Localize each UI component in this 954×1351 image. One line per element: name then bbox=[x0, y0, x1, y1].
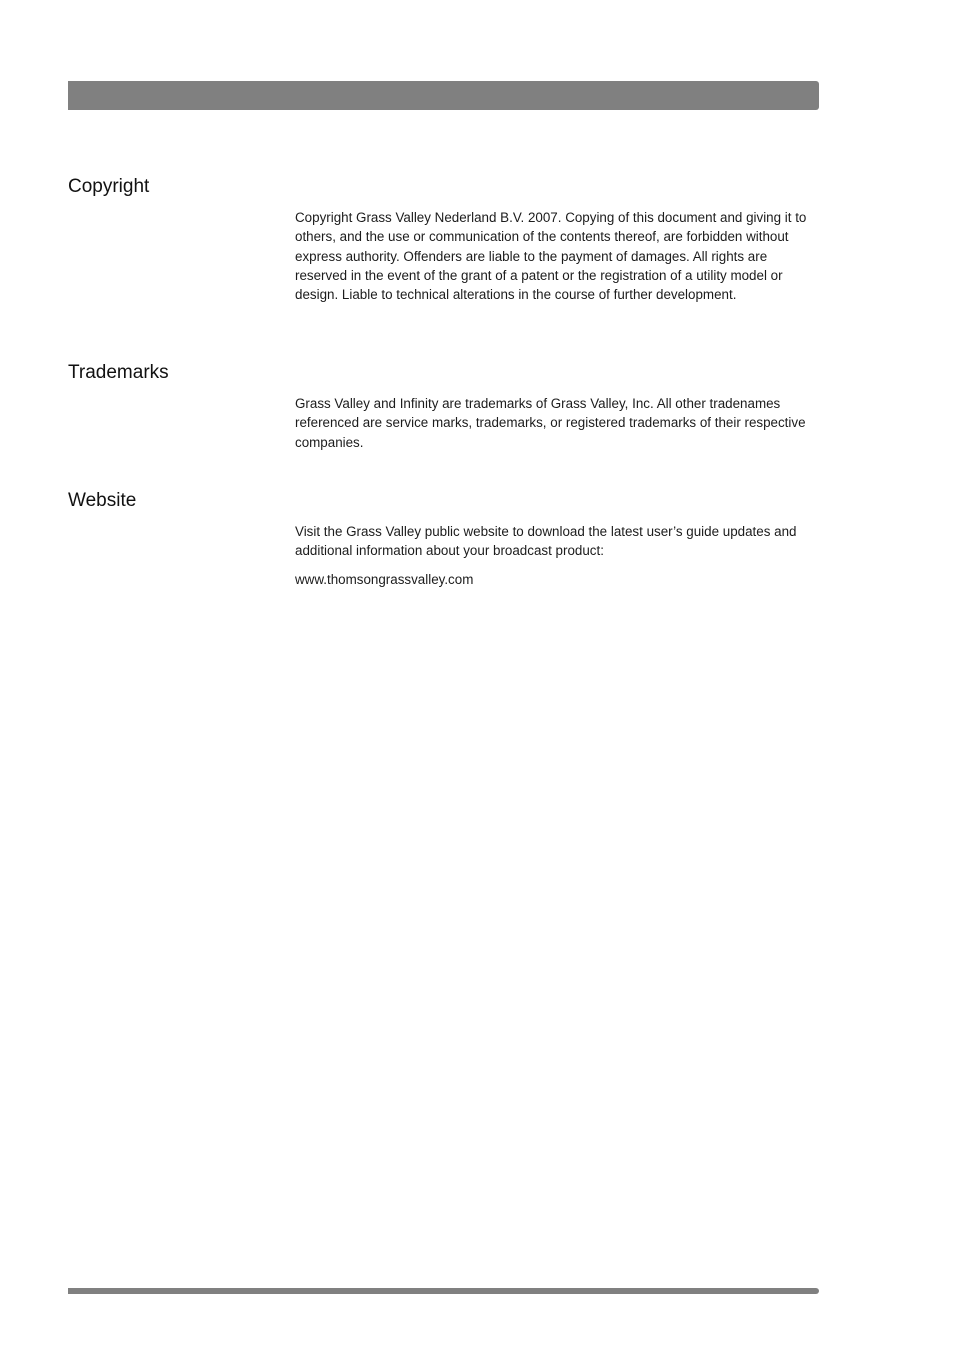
trademarks-heading: Trademarks bbox=[68, 362, 169, 383]
trademarks-section bbox=[295, 394, 819, 452]
header-bar bbox=[68, 81, 819, 110]
website-url: www.thomsongrassvalley.com bbox=[295, 571, 474, 587]
trademarks-text: Grass Valley and Infinity are trademarks of Grass Valley, Inc. All other tradenames referenced are service marks, trademarks, or registered trademarks of their respective companies. bbox=[295, 396, 806, 450]
copyright-heading: Copyright bbox=[68, 176, 150, 197]
footer-bar bbox=[68, 1288, 819, 1294]
copyright-text: Copyright Grass Valley Nederland B.V. 2007. Copying of this document and giving it to others, and the use or communication of the contents thereof, are forbidden without express authority. Offenders are liable to the payment of damages. All rights are reserved in the event of the grant of a patent or the registration of a utility model or design. Liable to technical alterations in the course of further development. bbox=[295, 210, 807, 303]
copyright-section bbox=[295, 208, 819, 304]
website-heading: Website bbox=[68, 490, 137, 511]
website-text: Visit the Grass Valley public website to download the latest user’s guide updates and additional information about your broadcast product: bbox=[295, 524, 797, 559]
website-section bbox=[295, 522, 819, 589]
